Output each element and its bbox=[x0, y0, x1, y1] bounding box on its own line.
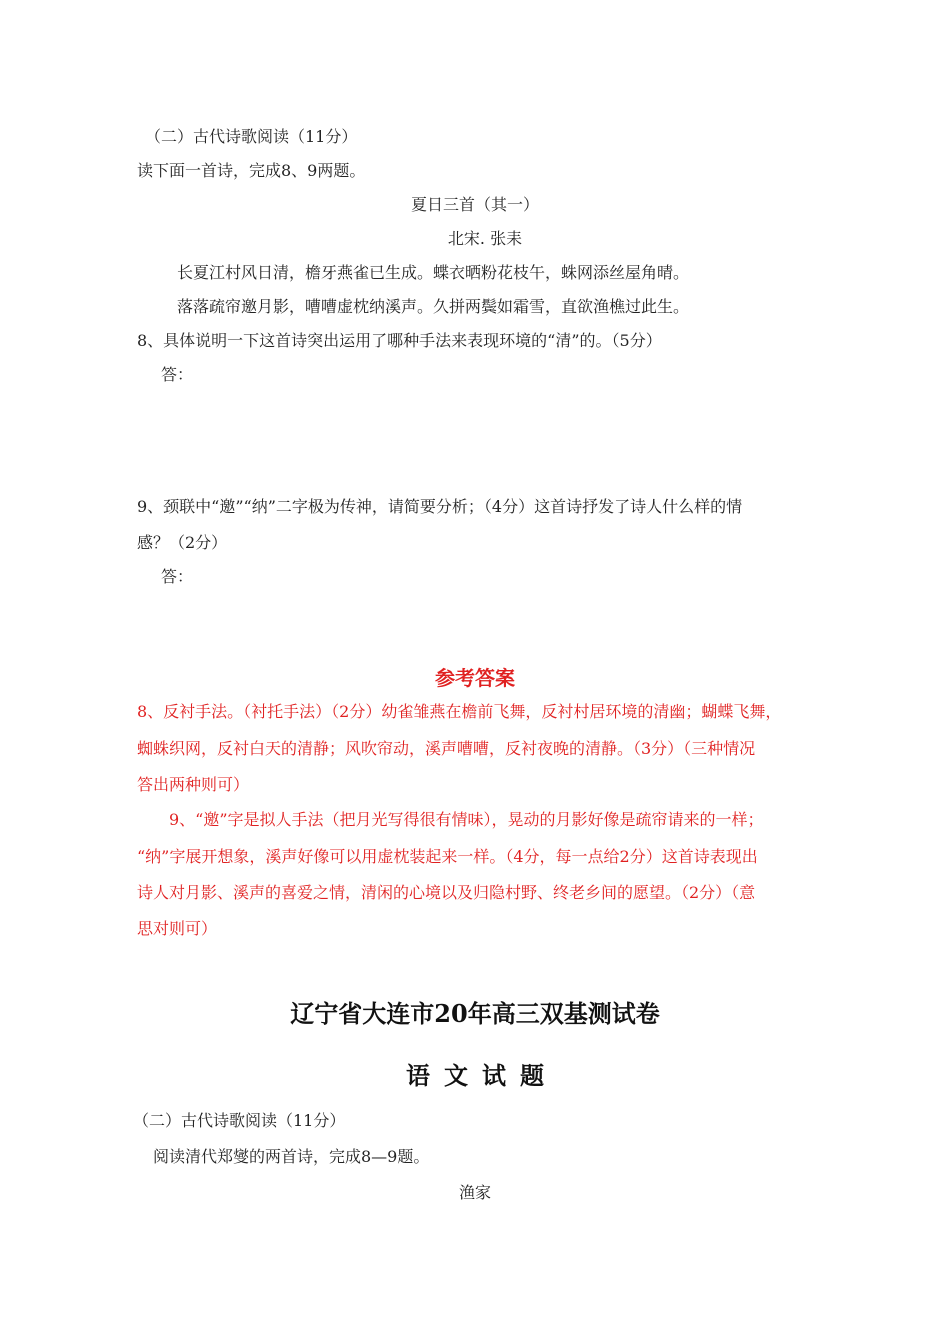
answer-8-line-3: 答出两种则可） bbox=[137, 775, 250, 794]
answer-9-line-1: 9、“邀”字是拟人手法（把月光写得很有情味），晃动的月影好像是疏帘请来的一样； bbox=[169, 810, 764, 829]
instruction-text: 读下面一首诗，完成8、9两题。 bbox=[137, 161, 366, 180]
poem-author: 北宋. 张耒 bbox=[447, 229, 523, 248]
answer-8-line-2: 蜘蛛织网，反衬白天的清静；风吹帘动，溪声嘈嘈，反衬夜晚的清静。（3分）（三种情况 bbox=[137, 739, 756, 758]
subject-title: 语文试题 bbox=[406, 1061, 558, 1090]
section-heading: （二）古代诗歌阅读（11分） bbox=[145, 127, 358, 146]
question-8-answer-label: 答： bbox=[161, 365, 194, 384]
question-8: 8、具体说明一下这首诗突出运用了哪种手法来表现环境的“清”的。（5分） bbox=[137, 331, 662, 350]
question-9-answer-label: 答： bbox=[161, 567, 194, 586]
answer-9-line-4: 思对则可） bbox=[137, 919, 218, 938]
question-9-line-2: 感？（2分） bbox=[137, 533, 228, 552]
answer-9-line-2: “纳”字展开想象，溪声好像可以用虚枕装起来一样。（4分，每一点给2分）这首诗表现出 bbox=[137, 847, 758, 866]
section-2-heading: （二）古代诗歌阅读（11分） bbox=[133, 1111, 346, 1130]
answer-9-line-3: 诗人对月影、溪声的喜爱之情，清闲的心境以及归隐村野、终老乡间的愿望。（2分）（意 bbox=[137, 883, 756, 902]
section-2-instruction: 阅读清代郑燮的两首诗，完成8—9题。 bbox=[153, 1147, 430, 1166]
poem-line-2: 落落疏帘邀月影，嘈嘈虚枕纳溪声。久拼两鬓如霜雪，直欲渔樵过此生。 bbox=[177, 297, 690, 316]
section-2-poem-title: 渔家 bbox=[458, 1183, 491, 1202]
poem-title: 夏日三首（其一） bbox=[410, 195, 539, 214]
question-9-line-1: 9、颈联中“邀”“纳”二字极为传神，请简要分析；（4分）这首诗抒发了诗人什么样的情 bbox=[137, 497, 743, 516]
answer-8-line-1: 8、反衬手法。（衬托手法）（2分）幼雀雏燕在檐前飞舞，反衬村居环境的清幽；蝴蝶飞舞， bbox=[137, 702, 782, 721]
poem-line-1: 长夏江村风日清，檐牙燕雀已生成。蝶衣晒粉花枝午，蛛网添丝屋角晴。 bbox=[177, 263, 690, 282]
answers-title: 参考答案 bbox=[435, 666, 515, 690]
exam-title: 辽宁省大连市20年高三双基测试卷 bbox=[290, 999, 660, 1028]
